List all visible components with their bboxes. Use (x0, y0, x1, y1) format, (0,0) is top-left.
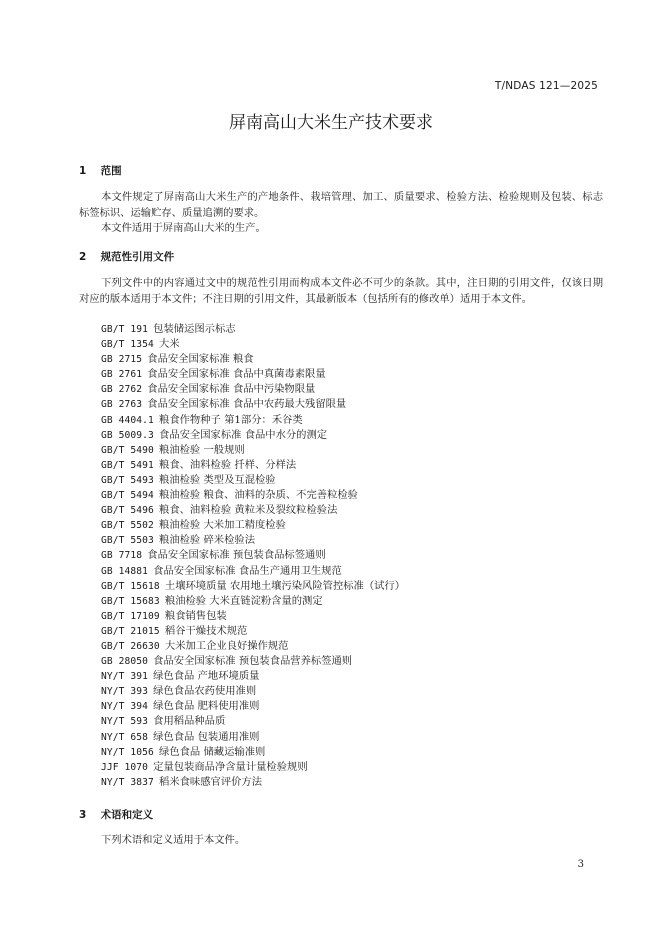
reference-code: GB 14881 (101, 565, 149, 577)
reference-item (101, 745, 405, 760)
reference-item (101, 322, 405, 337)
reference-item (101, 503, 405, 518)
reference-item (101, 413, 405, 428)
reference-code: GB/T 5496 (101, 505, 154, 517)
reference-title: 包装储运图示标志 (153, 323, 236, 335)
reference-item (101, 352, 405, 367)
reference-item (101, 714, 405, 729)
reference-code: GB 2763 (101, 399, 143, 411)
reference-item (101, 367, 405, 382)
reference-title: 粮油检验 类型及互混检验 (159, 473, 276, 486)
reference-title: 食用稻品种品质 (153, 715, 226, 728)
reference-code: NY/T 394 (101, 701, 149, 713)
reference-title: 粮油检验 大米加工精度检验 (159, 519, 286, 532)
section-1-heading (79, 163, 122, 178)
reference-title: 粮油检验 粮食、油料的杂质、不完善粒检验 (159, 489, 358, 502)
reference-item (101, 624, 405, 639)
reference-title: 绿色食品 储藏运输准则 (159, 745, 266, 758)
reference-code: GB/T 15618 (101, 580, 160, 592)
reference-title: 食品安全国家标准 预包装食品标签通则 (147, 549, 326, 562)
section-2-number: 2 (79, 251, 87, 263)
reference-code: NY/T 1056 (101, 746, 154, 758)
reference-code: NY/T 593 (101, 716, 149, 728)
scope-paragraph-2: 本文件适用于屏南高山大米的生产。 (101, 222, 266, 234)
reference-item (101, 654, 405, 669)
reference-title: 食品安全国家标准 预包装食品营养标签通则 (153, 655, 353, 668)
reference-item (101, 594, 405, 609)
reference-title: 定量包装商品净含量计量检验规则 (153, 760, 308, 773)
reference-item (101, 699, 405, 714)
reference-code: GB 7718 (101, 550, 143, 562)
reference-item (101, 473, 405, 488)
reference-title: 稻谷干燥技术规范 (164, 624, 248, 637)
reference-title: 食品安全国家标准 食品中污染物限量 (147, 383, 316, 396)
reference-code: GB/T 21015 (101, 625, 160, 637)
page-number: 3 (577, 859, 584, 870)
reference-list (101, 322, 405, 790)
reference-title: 粮食作物种子 第1部分：禾谷类 (159, 413, 303, 426)
reference-code: NY/T 658 (101, 731, 149, 743)
reference-title: 食品安全国家标准 食品中农药最大残留限量 (147, 398, 347, 411)
references-intro: 下列文件中的内容通过文中的规范性引用而构成本文件必不可少的条款。其中，注日期的引用文件，仅该日期对应的版本适用于本文件；不注日期的引用文件，其最新版本（包括所有的修改单）适用于本文件。 (79, 277, 603, 305)
reference-code: GB 28050 (101, 656, 149, 668)
section-3-number: 3 (79, 809, 87, 821)
reference-item (101, 397, 405, 412)
reference-item (101, 428, 405, 443)
reference-title: 粮食、油料检验 扦样、分样法 (159, 458, 297, 471)
document-title: 屏南高山大米生产技术要求 (229, 113, 433, 133)
reference-title: 粮油检验 碎米检验法 (159, 534, 255, 547)
terms-intro: 下列术语和定义适用于本文件。 (101, 834, 246, 846)
section-1-title: 范围 (100, 165, 122, 177)
section-1-number: 1 (79, 165, 87, 177)
reference-code: NY/T 393 (101, 686, 149, 698)
reference-item (101, 518, 405, 533)
reference-item (101, 669, 405, 684)
reference-item (101, 458, 405, 473)
reference-code: GB/T 5494 (101, 490, 154, 502)
reference-code: NY/T 391 (101, 671, 149, 683)
reference-item (101, 564, 405, 579)
reference-code: GB/T 5491 (101, 459, 154, 471)
reference-code: GB/T 1354 (101, 339, 154, 351)
reference-code: GB/T 191 (101, 324, 149, 335)
reference-code: GB 4404.1 (101, 414, 154, 426)
reference-code: GB 2715 (101, 354, 143, 366)
reference-code: GB/T 17109 (101, 610, 160, 622)
reference-item (101, 609, 405, 624)
reference-code: NY/T 3837 (101, 776, 154, 788)
reference-item (101, 548, 405, 563)
reference-title: 食品安全国家标准 粮食 (147, 353, 254, 366)
reference-item (101, 639, 405, 654)
reference-title: 食品安全国家标准 食品生产通用卫生规范 (153, 564, 342, 577)
scope-paragraph-1: 本文件规定了屏南高山大米生产的产地条件、栽培管理、加工、质量要求、检验方法、检验规则及包装、标志标签标识、运输贮存、质量追溯的要求。 (79, 191, 603, 219)
reference-code: GB 2762 (101, 384, 143, 396)
reference-title: 食品安全国家标准 食品中水分的测定 (159, 428, 328, 441)
reference-title: 粮食、油料检验 黄粒米及裂纹粒检验法 (159, 504, 338, 517)
reference-title: 粮食销售包装 (164, 609, 227, 622)
reference-code: GB/T 5503 (101, 535, 154, 547)
reference-item (101, 730, 405, 745)
reference-title: 稻米食味感官评价方法 (159, 775, 263, 788)
reference-item (101, 760, 405, 775)
reference-code: GB/T 5502 (101, 520, 154, 532)
reference-code: GB 2761 (101, 369, 143, 381)
reference-item (101, 382, 405, 397)
reference-title: 粮油检验 一般规则 (159, 443, 245, 456)
reference-title: 粮油检验 大米直链淀粉含量的测定 (164, 594, 323, 607)
reference-item (101, 443, 405, 458)
reference-title: 土壤环境质量 农用地土壤污染风险管控标准（试行） (164, 579, 406, 592)
reference-title: 绿色食品 产地环境质量 (153, 670, 260, 683)
reference-title: 绿色食品农药使用准则 (153, 685, 257, 698)
reference-code: GB/T 26630 (101, 640, 160, 652)
reference-item (101, 579, 405, 594)
section-2-title: 规范性引用文件 (100, 251, 175, 263)
reference-code: GB/T 5490 (101, 444, 154, 456)
section-3-title: 术语和定义 (100, 809, 154, 821)
reference-item (101, 488, 405, 503)
reference-item (101, 684, 405, 699)
reference-item (101, 337, 405, 352)
reference-code: GB/T 15683 (101, 595, 160, 607)
reference-title: 食品安全国家标准 食品中真菌毒素限量 (147, 368, 326, 381)
reference-code: GB/T 5493 (101, 474, 154, 486)
standard-code: T/NDAS 121—2025 (494, 80, 598, 92)
reference-title: 大米 (159, 338, 180, 351)
section-3-heading (79, 807, 153, 822)
reference-item (101, 533, 405, 548)
reference-title: 大米加工企业良好操作规范 (164, 639, 289, 652)
reference-title: 绿色食品 包装通用准则 (153, 730, 260, 743)
reference-item (101, 775, 405, 790)
section-2-heading (79, 249, 174, 264)
reference-code: GB 5009.3 (101, 429, 154, 441)
reference-title: 绿色食品 肥料使用准则 (153, 700, 260, 713)
reference-code: JJF 1070 (101, 761, 149, 773)
